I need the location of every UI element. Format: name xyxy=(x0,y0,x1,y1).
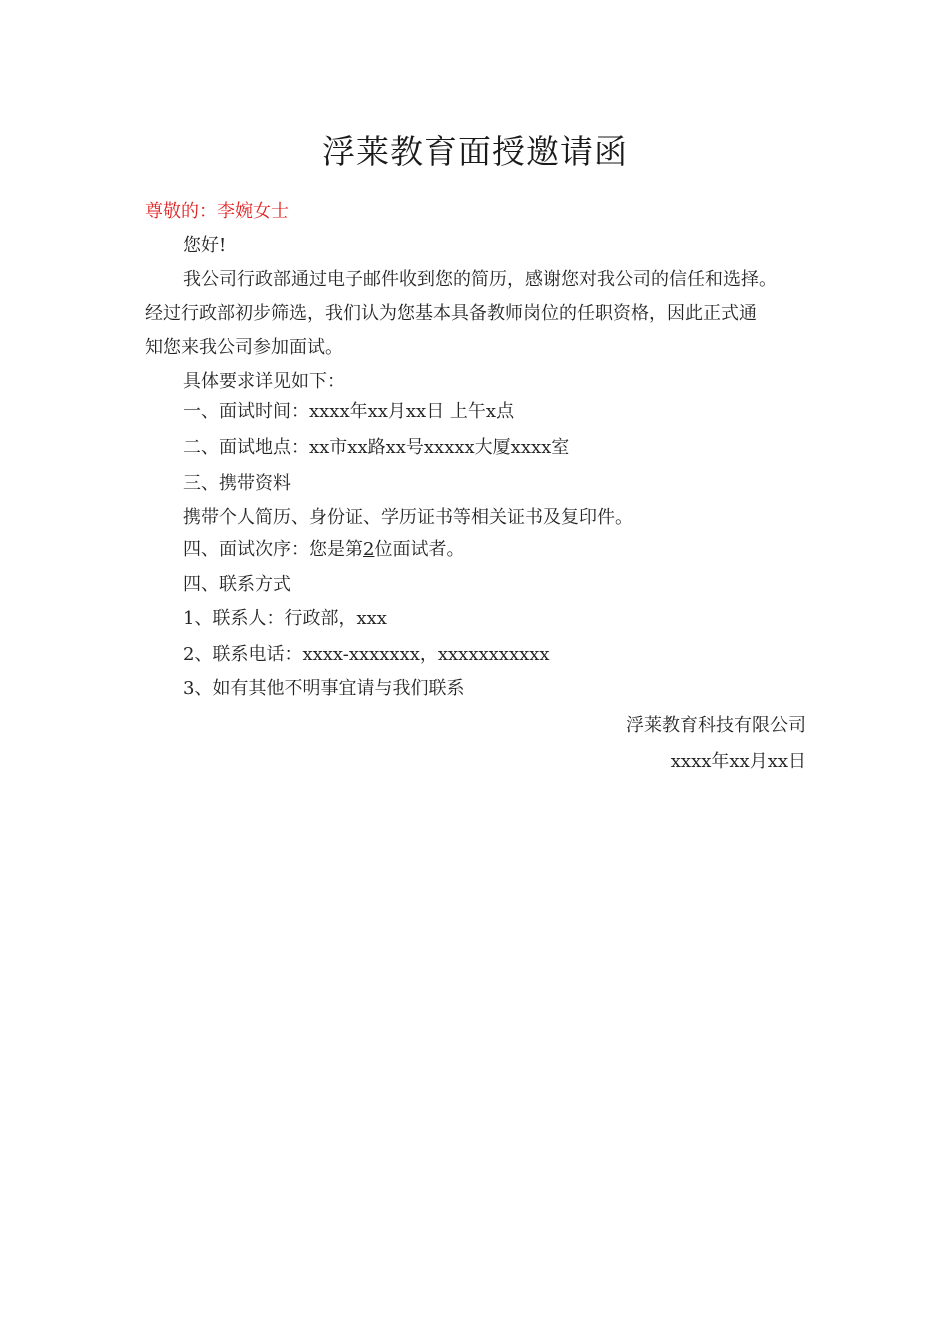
interview-place: 二、面试地点：xx市xx路xx号xxxxx大厦xxxx室 xyxy=(183,437,570,458)
greeting: 您好! xyxy=(183,235,227,256)
contact-heading: 四、联系方式 xyxy=(183,574,291,595)
signature-company: 浮莱教育科技有限公司 xyxy=(626,715,806,736)
contact-person: 1、联系人：行政部，xxx xyxy=(183,608,387,629)
body-paragraph-line-1: 我公司行政部通过电子邮件收到您的简历，感谢您对我公司的信任和选择。 xyxy=(183,269,777,290)
signature-date: xxxx年xx月xx日 xyxy=(670,751,806,772)
interview-order-prefix: 四、面试次序：您是第 xyxy=(183,539,363,560)
requirements-intro: 具体要求详见如下： xyxy=(183,371,345,392)
body-paragraph-line-2: 经过行政部初步筛选，我们认为您基本具备教师岗位的任职资格，因此正式通 xyxy=(145,303,757,324)
document-title: 浮莱教育面授邀请函 xyxy=(322,132,628,171)
materials-list: 携带个人简历、身份证、学历证书等相关证书及复印件。 xyxy=(183,507,633,528)
materials-heading: 三、携带资料 xyxy=(183,473,291,494)
interview-order-suffix: 位面试者。 xyxy=(374,539,465,560)
body-paragraph-line-3: 知您来我公司参加面试。 xyxy=(145,337,343,358)
salutation: 尊敬的：李婉女士 xyxy=(145,201,289,222)
interview-time: 一、面试时间：xxxx年xx月xx日 上午x点 xyxy=(183,401,515,422)
interview-order xyxy=(183,537,464,563)
contact-phone: 2、联系电话：xxxx-xxxxxxx，xxxxxxxxxxx xyxy=(183,644,550,665)
interview-order-number: 2 xyxy=(363,539,375,560)
contact-other: 3、如有其他不明事宜请与我们联系 xyxy=(183,678,465,699)
